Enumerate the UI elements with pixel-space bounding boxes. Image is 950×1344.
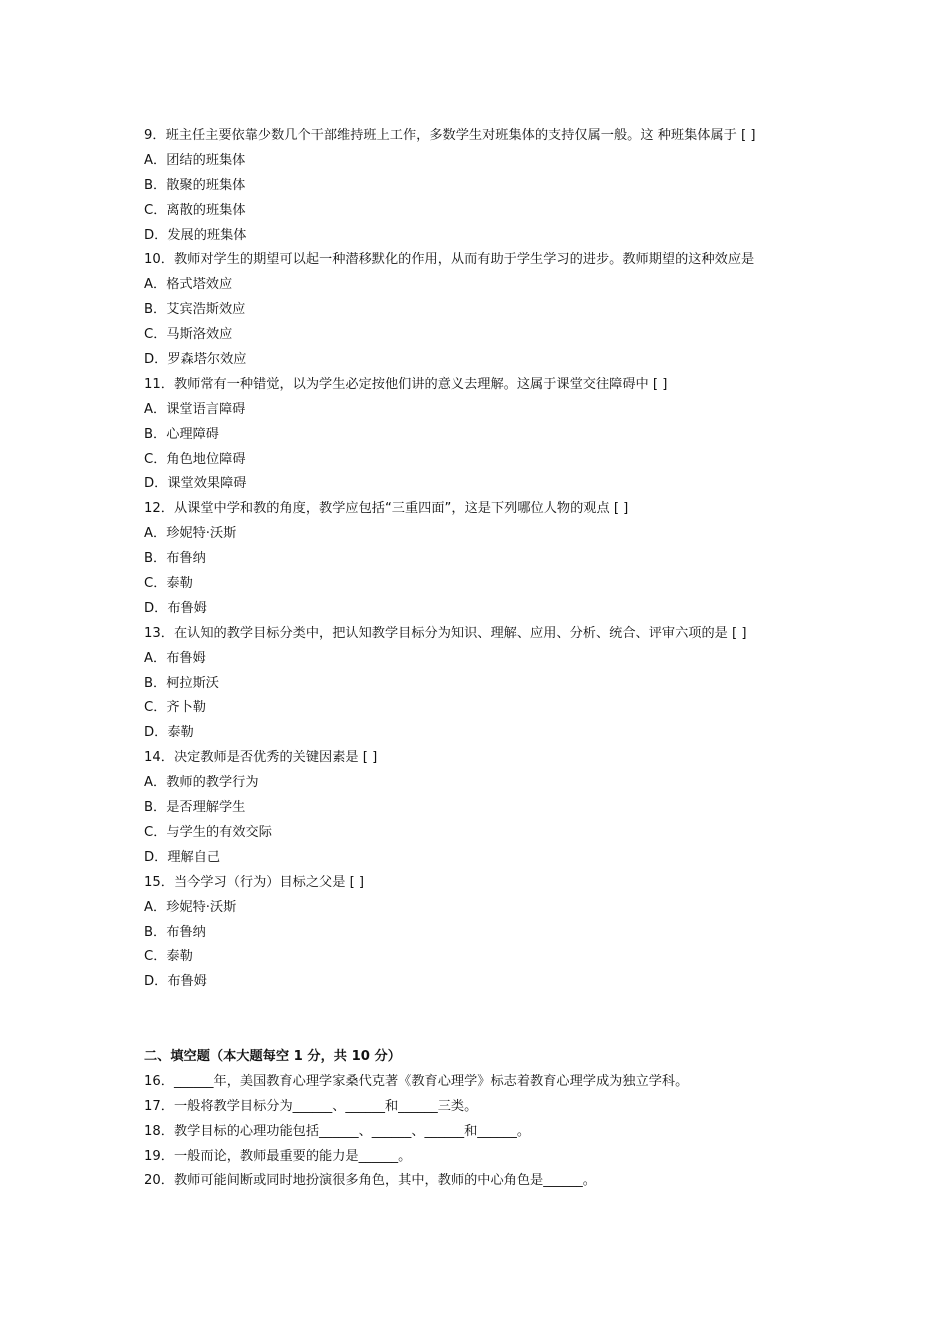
section-2-title: 二、填空题（本大题每空 1 分，共 10 分）: [144, 1048, 401, 1064]
question-15-option-d: D．布鲁姆: [144, 974, 207, 990]
question-15-option-b: B．布鲁纳: [144, 924, 206, 940]
question-13-option-d: D．泰勒: [144, 725, 194, 741]
question-10-option-b: B．艾宾浩斯效应: [144, 302, 246, 318]
question-14-option-d: D．理解自己: [144, 849, 221, 865]
question-11-option-b: B．心理障碍: [144, 426, 219, 442]
fill-blank-16: 16．______年，美国教育心理学家桑代克著《教育心理学》标志着教育心理学成为独立学科。: [144, 1073, 689, 1089]
question-11-option-c: C．角色地位障碍: [144, 451, 246, 467]
question-12-option-b: B．布鲁纳: [144, 551, 206, 567]
fill-blank-17: 17．一般将教学目标分为______、______和______三类。: [144, 1098, 478, 1114]
question-9-option-a: A．团结的班集体: [144, 152, 246, 168]
question-14-stem: 14．决定教师是否优秀的关键因素是 [ ]: [144, 750, 378, 766]
question-12-option-c: C．泰勒: [144, 576, 193, 592]
question-13-option-a: A．布鲁姆: [144, 650, 206, 666]
question-12-stem: 12．从课堂中学和教的角度，教学应包括“三重四面”，这是下列哪位人物的观点 [ ]: [144, 501, 629, 517]
question-10-stem: 10．教师对学生的期望可以起一种潜移默化的作用，从而有助于学生学习的进步。教师期望的这种效应是: [144, 252, 755, 268]
fill-blank-20: 20．教师可能间断或同时地扮演很多角色，其中，教师的中心角色是______。: [144, 1173, 596, 1189]
question-13-option-c: C．齐卜勒: [144, 700, 206, 716]
question-15-stem: 15．当今学习（行为）目标之父是 [ ]: [144, 874, 365, 890]
document-page: [144, 124, 824, 1194]
question-12-option-a: A．珍妮特·沃斯: [144, 526, 237, 542]
question-9-stem: 9．班主任主要依靠少数几个干部维持班上工作，多数学生对班集体的支持仅属一般。这 种班集体属于 [ ]: [144, 128, 756, 143]
question-14-option-a: A．教师的教学行为: [144, 775, 259, 791]
question-10-option-d: D．罗森塔尔效应: [144, 352, 247, 368]
section-gap: [144, 995, 824, 1045]
question-9-option-b: B．散聚的班集体: [144, 177, 246, 193]
fill-blank-19: 19．一般而论，教师最重要的能力是______。: [144, 1148, 412, 1164]
question-12-option-d: D．布鲁姆: [144, 600, 207, 616]
question-13-option-b: B．柯拉斯沃: [144, 675, 219, 691]
question-10-option-a: A．格式塔效应: [144, 277, 233, 293]
question-9-option-c: C．离散的班集体: [144, 202, 246, 218]
question-11-stem: 11．教师常有一种错觉，以为学生必定按他们讲的意义去理解。这属于课堂交往障碍中 [ ]: [144, 376, 668, 392]
question-14-option-b: B．是否理解学生: [144, 800, 246, 816]
question-13-stem: 13．在认知的教学目标分类中，把认知教学目标分为知识、理解、应用、分析、统合、评审六项的是 [ ]: [144, 625, 747, 641]
question-11-option-d: D．课堂效果障碍: [144, 476, 247, 492]
question-15-option-a: A．珍妮特·沃斯: [144, 899, 237, 915]
fill-blank-18: 18．教学目标的心理功能包括______、______、______和______。: [144, 1123, 531, 1139]
question-9-option-d: D．发展的班集体: [144, 227, 247, 243]
question-15-option-c: C．泰勒: [144, 949, 193, 965]
question-14-option-c: C．与学生的有效交际: [144, 824, 272, 840]
question-11-option-a: A．课堂语言障碍: [144, 401, 246, 417]
question-10-option-c: C．马斯洛效应: [144, 327, 233, 343]
